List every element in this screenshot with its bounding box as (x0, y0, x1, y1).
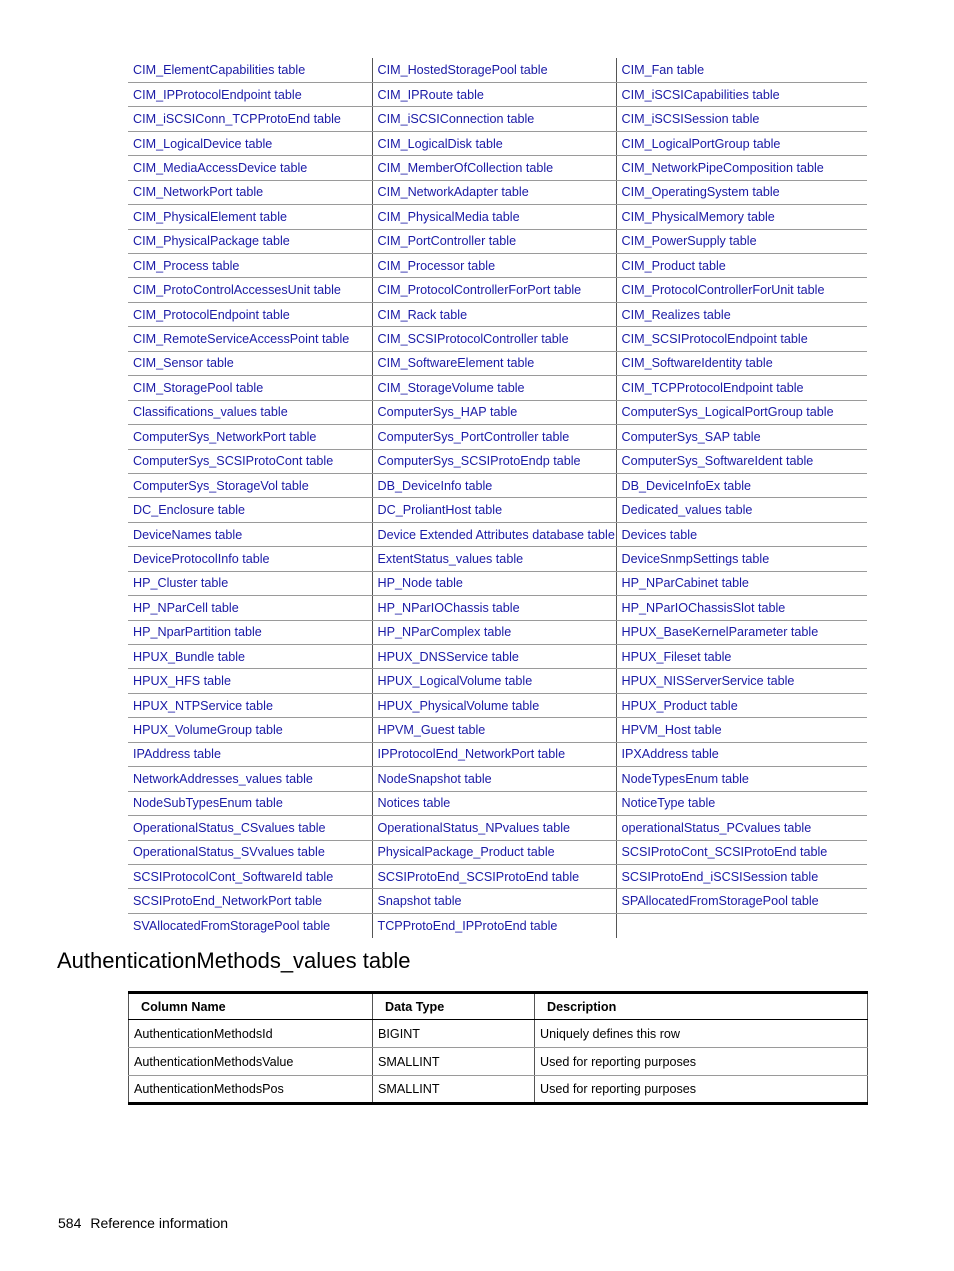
table-link[interactable]: CIM_PortController table (372, 229, 616, 253)
link-grid-row (128, 645, 867, 669)
table-link[interactable]: SVAllocatedFromStoragePool table (133, 918, 331, 933)
link-grid-row (128, 205, 867, 229)
table-link[interactable]: CIM_HostedStoragePool table (372, 58, 616, 82)
table-link[interactable]: HPUX_Fileset table (616, 645, 867, 669)
description-cell: Used for reporting purposes (535, 1076, 868, 1104)
table-link[interactable]: CIM_LogicalPortGroup table (616, 131, 867, 155)
link-grid-row (128, 254, 867, 278)
data-type-cell: SMALLINT (373, 1048, 535, 1076)
table-link[interactable]: Notices table (372, 791, 616, 815)
table-link[interactable]: DB_DeviceInfo table (372, 473, 616, 497)
table-link[interactable]: Device Extended Attributes database table (372, 522, 616, 546)
table-link[interactable]: ComputerSys_SAP table (616, 425, 867, 449)
table-link[interactable]: CIM_StoragePool table (128, 376, 372, 400)
table-link[interactable]: CIM_NetworkAdapter table (372, 180, 616, 204)
table-link[interactable]: NetworkAddresses_values table (128, 767, 372, 791)
table-link[interactable]: CIM_PhysicalElement table (128, 205, 372, 229)
table-link[interactable]: CIM_SCSIProtocolController table (372, 327, 616, 351)
table-link[interactable]: CIM_StorageVolume table (372, 376, 616, 400)
table-link[interactable]: HPVM_Guest table (372, 718, 616, 742)
table-link[interactable]: ComputerSys_StorageVol table (128, 473, 372, 497)
table-link[interactable]: PhysicalPackage_Product table (372, 840, 616, 864)
column-name-cell: AuthenticationMethodsId (129, 1020, 373, 1048)
link-grid-row (128, 58, 867, 82)
table-link[interactable]: ComputerSys_HAP table (372, 400, 616, 424)
section-title: AuthenticationMethods_values table (57, 948, 411, 973)
table-link[interactable]: operationalStatus_PCvalues table (616, 816, 867, 840)
link-grid-row (128, 742, 867, 766)
table-link[interactable]: HP_NParComplex table (372, 620, 616, 644)
table-link[interactable]: ComputerSys_NetworkPort table (128, 425, 372, 449)
table-link[interactable]: HP_Cluster table (128, 571, 372, 595)
table-link[interactable]: HPVM_Host table (616, 718, 867, 742)
link-grid-row (128, 473, 867, 497)
link-grid-row (128, 351, 867, 375)
table-link[interactable]: HPUX_PhysicalVolume table (372, 693, 616, 717)
schema-header-row (129, 993, 868, 1020)
table-link[interactable]: CIM_IPRoute table (372, 82, 616, 106)
table-link[interactable]: HP_NParIOChassisSlot table (616, 596, 867, 620)
link-grid-row (128, 425, 867, 449)
link-grid-row (128, 131, 867, 155)
table-link[interactable]: DC_ProliantHost table (372, 498, 616, 522)
table-link[interactable]: CIM_NetworkPipeComposition table (616, 156, 867, 180)
link-grid-row (128, 229, 867, 253)
link-grid-row (128, 840, 867, 864)
table-link[interactable]: CIM_PhysicalMemory table (616, 205, 867, 229)
table-link[interactable]: OperationalStatus_SVvalues table (128, 840, 372, 864)
table-link[interactable]: HPUX_NISServerService table (616, 669, 867, 693)
table-link[interactable]: CIM_LogicalDevice table (128, 131, 372, 155)
page-number: 584 (58, 1215, 82, 1231)
link-grid-row (128, 498, 867, 522)
table-link[interactable]: HPUX_Bundle table (128, 645, 372, 669)
table-link[interactable]: CIM_Process table (128, 254, 372, 278)
link-grid-row (128, 82, 867, 106)
description-cell: Used for reporting purposes (535, 1048, 868, 1076)
table-link[interactable]: HP_Node table (372, 571, 616, 595)
table-link[interactable]: NodeTypesEnum table (616, 767, 867, 791)
table-link[interactable]: NodeSubTypesEnum table (128, 791, 372, 815)
table-link[interactable]: HPUX_VolumeGroup table (128, 718, 372, 742)
table-link[interactable]: DeviceSnmpSettings table (616, 547, 867, 571)
link-grid-row (128, 547, 867, 571)
table-link[interactable]: CIM_ProtocolEndpoint table (128, 302, 372, 326)
table-link[interactable]: Devices table (616, 522, 867, 546)
table-link[interactable]: CIM_TCPProtocolEndpoint table (616, 376, 867, 400)
table-link[interactable]: CIM_ProtocolControllerForUnit table (616, 278, 867, 302)
table-link[interactable]: SCSIProtoEnd_iSCSISession table (616, 864, 867, 888)
table-link[interactable]: Snapshot table (372, 889, 616, 913)
schema-table (128, 991, 868, 1105)
table-link[interactable]: CIM_PowerSupply table (616, 229, 867, 253)
schema-row (129, 1076, 868, 1104)
table-link[interactable]: ComputerSys_LogicalPortGroup table (616, 400, 867, 424)
table-link[interactable]: CIM_ProtoControlAccessesUnit table (128, 278, 372, 302)
table-link[interactable]: Classifications_values table (128, 400, 372, 424)
table-link[interactable]: CIM_NetworkPort table (128, 180, 372, 204)
table-link[interactable]: IPXAddress table (616, 742, 867, 766)
column-name-cell: AuthenticationMethodsValue (129, 1048, 373, 1076)
link-grid-row (128, 302, 867, 326)
table-link[interactable]: CIM_ProtocolControllerForPort table (372, 278, 616, 302)
link-grid-row (128, 913, 867, 937)
column-header-description: Description (535, 993, 868, 1020)
table-link[interactable]: CIM_Product table (616, 254, 867, 278)
link-grid-row (128, 180, 867, 204)
table-link[interactable]: ExtentStatus_values table (372, 547, 616, 571)
link-grid-row (128, 522, 867, 546)
table-link[interactable]: DB_DeviceInfoEx table (616, 473, 867, 497)
link-grid-row (128, 449, 867, 473)
table-link[interactable]: HPUX_Product table (616, 693, 867, 717)
link-grid-row (128, 620, 867, 644)
table-link[interactable]: CIM_LogicalDisk table (372, 131, 616, 155)
related-tables-link-grid (128, 58, 867, 938)
table-link[interactable]: OperationalStatus_NPvalues table (372, 816, 616, 840)
table-link[interactable]: CIM_MediaAccessDevice table (128, 156, 372, 180)
table-link[interactable]: CIM_Processor table (372, 254, 616, 278)
table-link[interactable]: CIM_ElementCapabilities table (128, 58, 372, 82)
table-link[interactable]: CIM_OperatingSystem table (616, 180, 867, 204)
table-link[interactable]: IPProtocolEnd_NetworkPort table (372, 742, 616, 766)
table-link[interactable]: ComputerSys_SoftwareIdent table (616, 449, 867, 473)
data-type-cell: SMALLINT (373, 1076, 535, 1104)
table-link[interactable]: CIM_IPProtocolEndpoint table (128, 82, 372, 106)
table-link[interactable]: HPUX_DNSService table (372, 645, 616, 669)
table-link[interactable]: OperationalStatus_CSvalues table (128, 816, 372, 840)
table-link[interactable]: SCSIProtoEnd_SCSIProtoEnd table (372, 864, 616, 888)
link-grid-row (128, 767, 867, 791)
link-grid-row (128, 327, 867, 351)
table-link[interactable]: SCSIProtocolCont_SoftwareId table (128, 864, 372, 888)
data-type-cell: BIGINT (373, 1020, 535, 1048)
table-link[interactable]: HPUX_LogicalVolume table (372, 669, 616, 693)
table-link[interactable]: CIM_Sensor table (128, 351, 372, 375)
link-grid-row (128, 669, 867, 693)
table-link[interactable]: HP_NparPartition table (128, 620, 372, 644)
description-cell: Uniquely defines this row (535, 1020, 868, 1048)
column-header-column-name: Column Name (129, 993, 373, 1020)
table-link[interactable]: Dedicated_values table (616, 498, 867, 522)
page-footer (58, 1215, 228, 1231)
table-link[interactable]: CIM_SoftwareElement table (372, 351, 616, 375)
link-grid-row (128, 816, 867, 840)
link-grid-row (128, 693, 867, 717)
table-link[interactable]: CIM_Realizes table (616, 302, 867, 326)
table-link[interactable]: ComputerSys_PortController table (372, 425, 616, 449)
link-grid-row (128, 107, 867, 131)
column-header-data-type: Data Type (373, 993, 535, 1020)
link-grid-row (128, 791, 867, 815)
link-grid-row (128, 400, 867, 424)
table-link[interactable]: SPAllocatedFromStoragePool table (616, 889, 867, 913)
link-grid-row (128, 864, 867, 888)
link-grid-row (128, 376, 867, 400)
table-link[interactable]: CIM_SCSIProtocolEndpoint table (616, 327, 867, 351)
table-link[interactable]: CIM_Fan table (616, 58, 867, 82)
table-link[interactable]: HPUX_NTPService table (128, 693, 372, 717)
link-grid-row (128, 889, 867, 913)
link-grid-row (128, 156, 867, 180)
link-grid-row (128, 596, 867, 620)
table-link[interactable]: CIM_PhysicalPackage table (128, 229, 372, 253)
table-link[interactable]: SCSIProtoEnd_NetworkPort table (128, 889, 372, 913)
link-grid-row (128, 718, 867, 742)
table-link[interactable]: CIM_MemberOfCollection table (372, 156, 616, 180)
table-link[interactable]: HPUX_HFS table (128, 669, 372, 693)
table-link[interactable]: NodeSnapshot table (372, 767, 616, 791)
link-grid-row (128, 278, 867, 302)
table-link[interactable]: CIM_SoftwareIdentity table (616, 351, 867, 375)
schema-row (129, 1020, 868, 1048)
table-link[interactable]: CIM_PhysicalMedia table (372, 205, 616, 229)
table-link[interactable]: CIM_iSCSISession table (616, 107, 867, 131)
table-link[interactable]: SCSIProtoCont_SCSIProtoEnd table (616, 840, 867, 864)
table-link[interactable]: ComputerSys_SCSIProtoEndp table (372, 449, 616, 473)
table-link[interactable]: CIM_iSCSICapabilities table (616, 82, 867, 106)
table-link[interactable]: TCPProtoEnd_IPProtoEnd table (372, 913, 616, 937)
schema-row (129, 1048, 868, 1076)
table-link[interactable]: HPUX_BaseKernelParameter table (616, 620, 867, 644)
table-link[interactable]: ComputerSys_SCSIProtoCont table (128, 449, 372, 473)
table-link[interactable]: HP_NParCabinet table (616, 571, 867, 595)
footer-section-label: Reference information (90, 1215, 229, 1231)
table-link[interactable]: NoticeType table (616, 791, 867, 815)
table-link[interactable]: DeviceNames table (128, 522, 372, 546)
link-grid-row (128, 571, 867, 595)
table-link[interactable]: HP_NParIOChassis table (372, 596, 616, 620)
empty-cell (616, 913, 867, 937)
table-link[interactable]: DeviceProtocolInfo table (128, 547, 372, 571)
table-link[interactable]: CIM_iSCSIConnection table (372, 107, 616, 131)
table-link[interactable]: CIM_RemoteServiceAccessPoint table (128, 327, 372, 351)
column-name-cell: AuthenticationMethodsPos (129, 1076, 373, 1104)
table-link[interactable]: HP_NParCell table (128, 596, 372, 620)
table-link[interactable]: CIM_iSCSIConn_TCPProtoEnd table (128, 107, 372, 131)
table-link[interactable]: IPAddress table (128, 742, 372, 766)
table-link[interactable]: DC_Enclosure table (128, 498, 372, 522)
table-link[interactable]: CIM_Rack table (372, 302, 616, 326)
